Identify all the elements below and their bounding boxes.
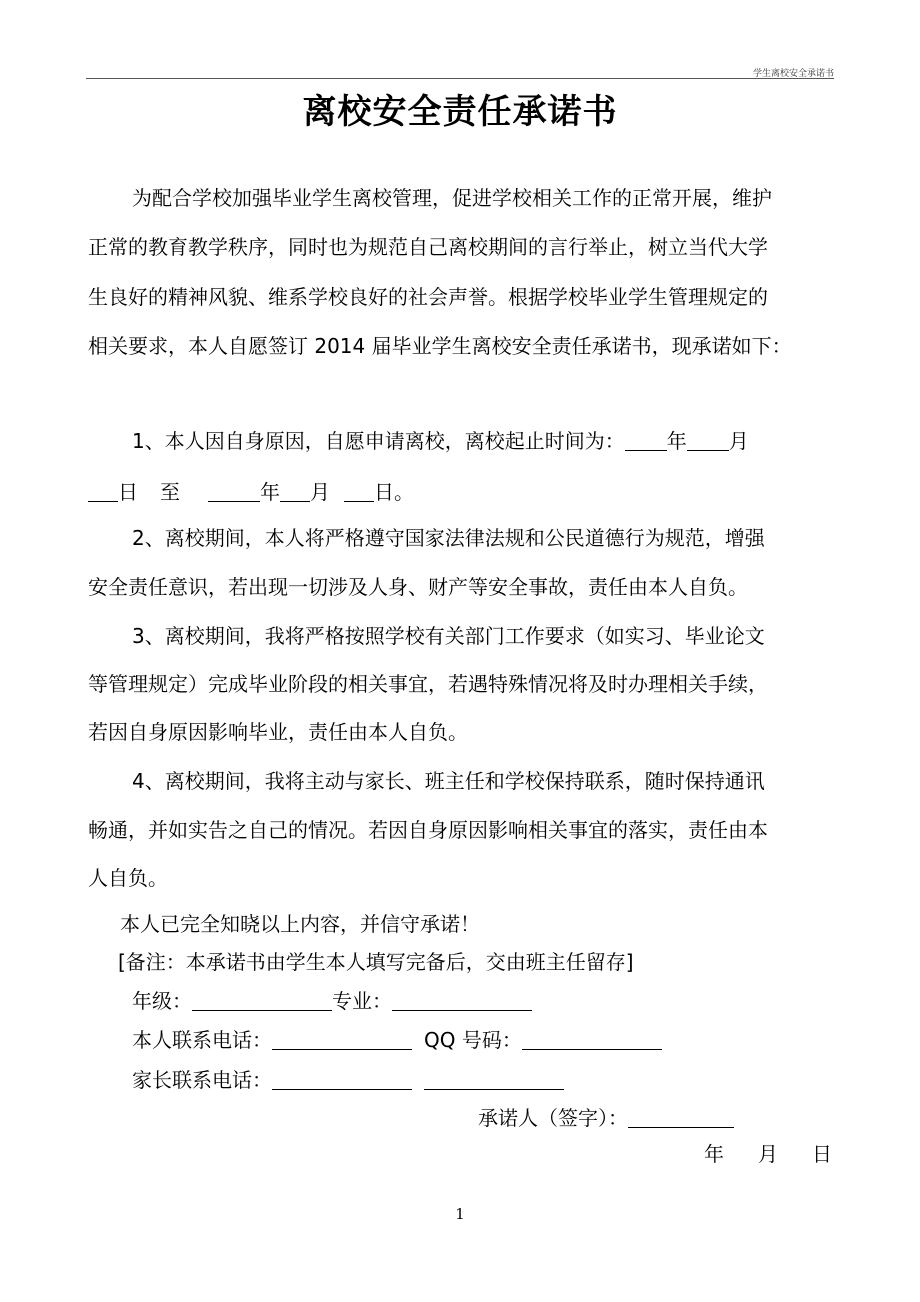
parent-phone-label: 家长联系电话： — [132, 1068, 272, 1092]
item2-line-2: 安全责任意识，若出现一切涉及人身、财产等安全事故，责任由本人自负。 — [88, 575, 748, 599]
page-number: 1 — [455, 1205, 465, 1223]
start-year-label: 年 — [666, 429, 687, 453]
signature-field[interactable] — [628, 1107, 734, 1128]
parent-phone-row — [132, 1066, 564, 1094]
item4-line-1: 4、离校期间，我将主动与家长、班主任和学校保持联系，随时保持通讯 — [132, 769, 765, 793]
parent-phone-field-2[interactable] — [424, 1069, 564, 1090]
end-month-blank[interactable] — [280, 481, 310, 502]
intro-line-2: 正常的教育教学秩序，同时也为规范自己离校期间的言行举止，树立当代大学 — [88, 235, 768, 259]
start-day-blank[interactable] — [88, 481, 118, 502]
qq-label: QQ 号码： — [424, 1028, 522, 1052]
item4-line-3: 人自负。 — [88, 866, 168, 890]
date-day: 日 — [812, 1142, 832, 1166]
end-day-label: 日。 — [374, 480, 414, 504]
end-year-label: 年 — [260, 480, 280, 504]
item1-line-2 — [88, 478, 414, 506]
item4-line-2: 畅通，并如实告之自己的情况。若因自身原因影响相关事宜的落实，责任由本 — [88, 818, 768, 842]
item1-line-1 — [132, 427, 749, 455]
start-month-blank[interactable] — [687, 430, 729, 451]
end-day-blank[interactable] — [344, 481, 374, 502]
signature-row — [478, 1104, 734, 1132]
end-month-label: 月 — [310, 480, 330, 504]
date-row — [704, 1140, 832, 1168]
item3-line-1: 3、离校期间，我将严格按照学校有关部门工作要求（如实习、毕业论文 — [132, 624, 765, 648]
item2-line-1: 2、离校期间，本人将严格遵守国家法律法规和公民道德行为规范，增强 — [132, 526, 765, 550]
major-field[interactable] — [392, 990, 532, 1011]
acknowledgement: 本人已完全知晓以上内容，并信守承诺！ — [120, 912, 480, 936]
item1-text: 1、本人因自身原因，自愿申请离校，离校起止时间为： — [132, 429, 625, 453]
parent-phone-field-1[interactable] — [272, 1069, 412, 1090]
start-month-label: 月 — [728, 429, 749, 453]
intro-line-4: 相关要求，本人自愿签订 2014 届毕业学生离校安全责任承诺书，现承诺如下： — [88, 334, 792, 358]
item3-line-2: 等管理规定）完成毕业阶段的相关事宜，若遇特殊情况将及时办理相关手续， — [88, 672, 768, 696]
end-year-blank[interactable] — [208, 481, 260, 502]
phone-label: 本人联系电话： — [132, 1028, 272, 1052]
grade-label: 年级： — [132, 989, 192, 1013]
date-month: 月 — [758, 1142, 778, 1166]
qq-field[interactable] — [522, 1029, 662, 1050]
document-title: 离校安全责任承诺书 — [302, 92, 618, 132]
grade-major-row — [132, 987, 532, 1015]
signature-label: 承诺人（签字）： — [478, 1106, 628, 1130]
start-day-label: 日 — [118, 480, 138, 504]
grade-field[interactable] — [192, 990, 332, 1011]
item3-line-3: 若因自身原因影响毕业，责任由本人自负。 — [88, 720, 468, 744]
date-year: 年 — [704, 1142, 724, 1166]
remark-note: [备注：本承诺书由学生本人填写完备后，交由班主任留存] — [118, 950, 634, 974]
to-label: 至 — [160, 480, 180, 504]
start-year-blank[interactable] — [625, 430, 667, 451]
phone-field[interactable] — [272, 1029, 412, 1050]
intro-line-3: 生良好的精神风貌、维系学校良好的社会声誉。根据学校毕业学生管理规定的 — [88, 285, 768, 309]
header-rule — [86, 78, 834, 79]
intro-line-1: 为配合学校加强毕业学生离校管理，促进学校相关工作的正常开展，维护 — [132, 186, 772, 210]
major-label: 专业： — [332, 989, 392, 1013]
header-note: 学生离校安全承诺书 — [752, 69, 834, 79]
phone-qq-row — [132, 1026, 662, 1054]
